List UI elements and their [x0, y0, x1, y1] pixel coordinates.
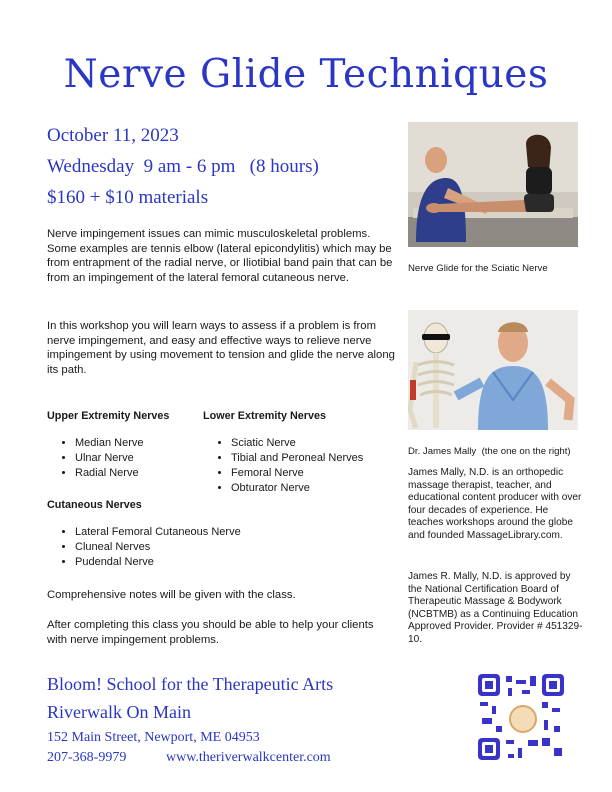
list-item: • Tibial and Peroneal Nerves	[231, 451, 403, 466]
notes-text: Comprehensive notes will be given with the class.	[47, 589, 296, 601]
lower-extremity-section	[203, 410, 403, 496]
phone: 207-368-9979	[47, 750, 127, 765]
cutaneous-list	[47, 525, 347, 570]
intro-paragraph-1	[47, 227, 397, 285]
list-item: • Median Nerve	[75, 436, 207, 451]
list-item: • Obturator Nerve	[231, 481, 403, 496]
intro-text-2: In this workshop you will learn ways to assess if a problem is from nerve impingement, and easy and effective ways to relieve nerve impingement by using movement to tension and glide the nerve along its path.	[47, 320, 395, 376]
lower-extremity-list	[203, 436, 403, 496]
event-price: $160 + $10 materials	[47, 187, 209, 208]
venue-name: Riverwalk On Main	[47, 702, 191, 722]
list-item: • Ulnar Nerve	[75, 451, 207, 466]
event-date: October 11, 2023	[47, 125, 179, 146]
intro-text-1: Nerve impingement issues can mimic musculoskeletal problems. Some examples are tennis elbow (lateral epicondylitis) which may be from entrapment of the radial nerve, or Iliotibial band pain that can be from an impingement of the lateral femoral cutaneous nerve.	[47, 228, 393, 284]
upper-extremity-section	[47, 410, 207, 481]
upper-extremity-heading: Upper Extremity Nerves	[47, 410, 170, 422]
cutaneous-heading: Cutaneous Nerves	[47, 499, 142, 511]
bio-paragraph-1	[408, 467, 586, 543]
bio-text-1: James Mally, N.D. is an orthopedic massage therapist, teacher, and educational content producer with over four decades of experience. He teaches workshops around the globe and founded MassageLibrary.com.	[408, 467, 582, 541]
list-item: • Sciatic Nerve	[231, 436, 403, 451]
list-item: • Cluneal Nerves	[75, 540, 347, 555]
cutaneous-section	[47, 499, 347, 570]
sciatic-nerve-photo	[408, 122, 578, 247]
list-item: • Femoral Nerve	[231, 466, 403, 481]
bio-paragraph-2	[408, 571, 586, 647]
upper-extremity-list	[47, 436, 207, 481]
bio-text-2: James R. Mally, N.D. is approved by the National Certification Board of Therapeutic Massage & Bodywork (NCBTMB) as a Continuing Education Approved Provider. Provider # 451329-10.	[408, 571, 583, 645]
list-item: • Radial Nerve	[75, 466, 207, 481]
address: 152 Main Street, Newport, ME 04953	[47, 730, 260, 745]
website-link[interactable]: www.theriverwalkcenter.com	[166, 750, 331, 765]
list-item: • Lateral Femoral Cutaneous Nerve	[75, 525, 347, 540]
lower-extremity-heading: Lower Extremity Nerves	[203, 410, 327, 422]
event-time: Wednesday 9 am - 6 pm (8 hours)	[47, 156, 319, 177]
list-item: • Pudendal Nerve	[75, 555, 347, 570]
sciatic-photo-caption: Nerve Glide for the Sciatic Nerve	[408, 263, 548, 274]
page-title: Nerve Glide Techniques	[63, 52, 549, 97]
intro-paragraph-2	[47, 319, 397, 377]
qr-code[interactable]	[478, 674, 564, 760]
school-name: Bloom! School for the Therapeutic Arts	[47, 674, 334, 694]
mally-photo	[408, 310, 578, 430]
qr-center-logo	[509, 705, 537, 733]
mally-photo-caption: Dr. James Mally (the one on the right)	[408, 446, 571, 457]
outcome-text: After completing this class you should be able to help your clients with nerve impingement problems.	[47, 619, 374, 646]
